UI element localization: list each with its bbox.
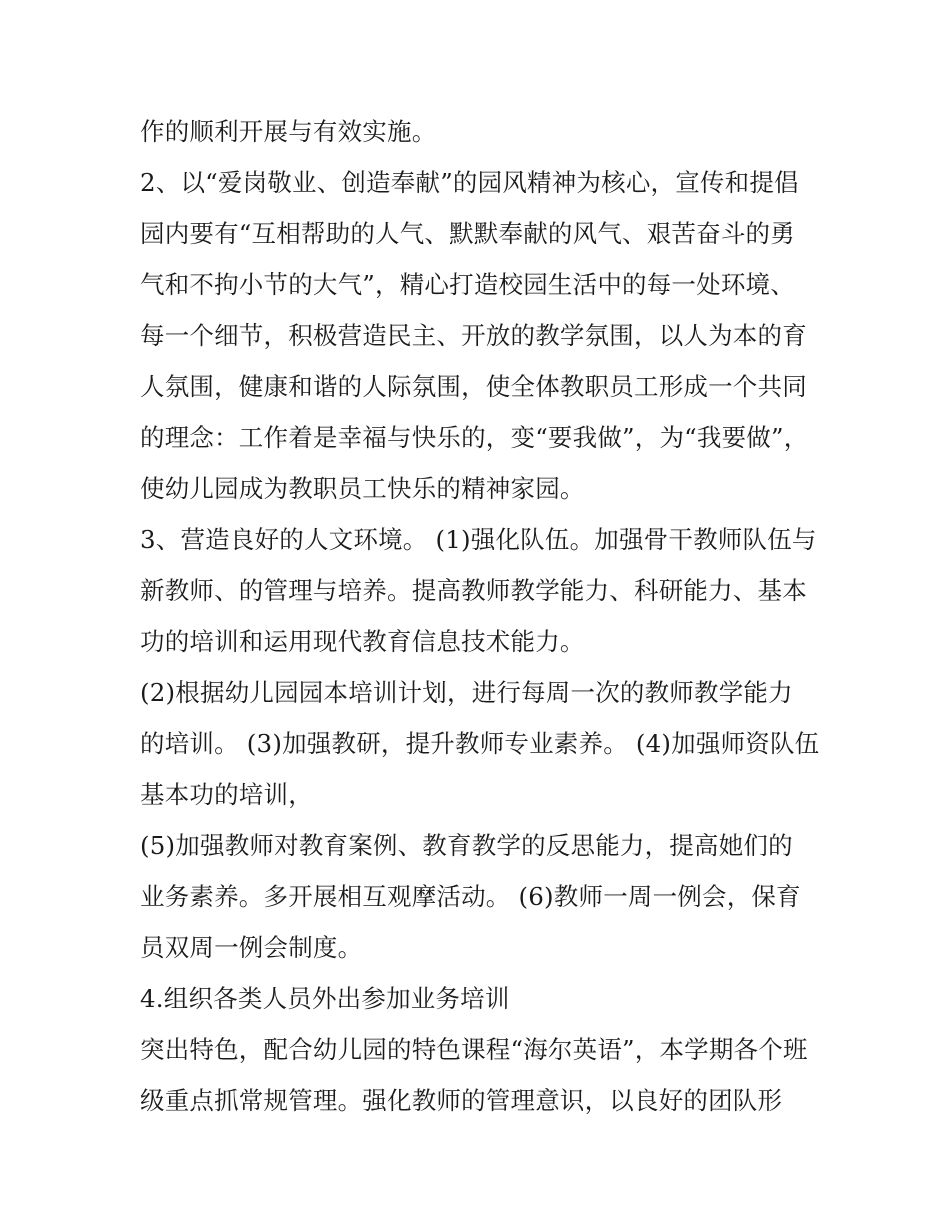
text-line: 使幼儿园成为教职员工快乐的精神家园。	[140, 474, 585, 503]
text-line: 的理念：工作着是幸福与快乐的，变“要我做”，为“我要做”，	[140, 423, 809, 452]
text-line: 气和不拘小节的大气”，精心打造校园生活中的每一处环境、	[140, 270, 795, 299]
text-line: 基本功的培训，	[140, 780, 313, 809]
text-line: 2、以“爱岗敬业、创造奉献”的园风精神为核心，宣传和提倡	[140, 168, 799, 197]
text-line: 每一个细节，积极营造民主、开放的教学氛围，以人为本的育	[140, 321, 807, 350]
text-line: 新教师、的管理与培养。提高教师教学能力、科研能力、基本	[140, 576, 807, 605]
text-line: 园内要有“互相帮助的人气、默默奉献的风气、艰苦奋斗的勇	[140, 219, 795, 248]
text-line: (2)根据幼儿园园本培训计划，进行每周一次的教师教学能力	[140, 678, 793, 707]
text-line: 4.组织各类人员外出参加业务培训	[140, 984, 510, 1013]
text-line: 功的培训和运用现代教育信息技术能力。	[140, 627, 585, 656]
text-line: 级重点抓常规管理。强化教师的管理意识，以良好的团队形	[140, 1086, 783, 1115]
body-text	[140, 106, 820, 1126]
text-line: 的培训。 (3)加强教研，提升教师专业素养。 (4)加强师资队伍	[140, 729, 820, 758]
text-line: 业务素养。多开展相互观摩活动。 (6)教师一周一例会，保育	[140, 882, 801, 911]
text-line: 员双周一例会制度。	[140, 933, 363, 962]
text-line: 作的顺利开展与有效实施。	[140, 117, 437, 146]
text-line: 人氛围，健康和谐的人际氛围，使全体教职员工形成一个共同	[140, 372, 807, 401]
text-line: 3、营造良好的人文环境。 (1)强化队伍。加强骨干教师队伍与	[140, 525, 817, 554]
text-line: 突出特色，配合幼儿园的特色课程“海尔英语”，本学期各个班	[140, 1035, 808, 1064]
text-line: (5)加强教师对教育案例、教育教学的反思能力，提高她们的	[140, 831, 793, 860]
